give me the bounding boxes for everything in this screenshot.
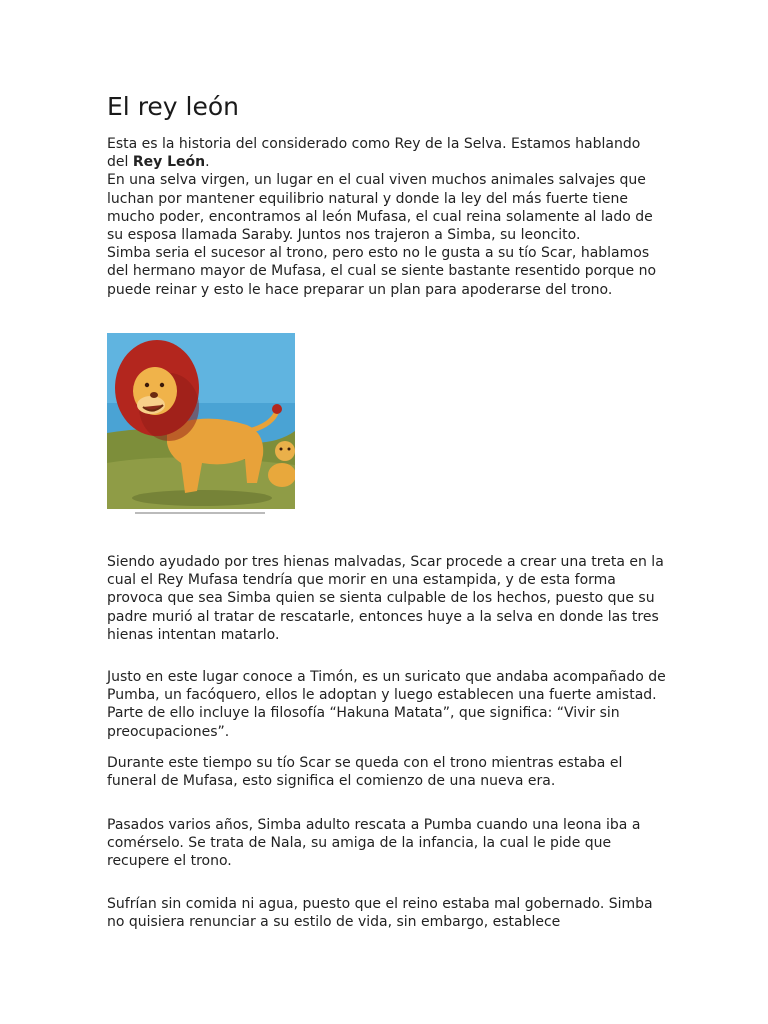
paragraph-6: Pasados varios años, Simba adulto rescata a Pumba cuando una leona iba a comérselo. Se trata de Nala, su amiga de la infancia, la cual le pide que recupere el trono.	[107, 817, 641, 870]
intro-bold-term: Rey León	[132, 154, 206, 171]
paragraph-3-block	[107, 553, 667, 644]
document-title: El rey león	[107, 92, 240, 121]
intro-suffix: .	[205, 154, 210, 171]
lion-king-illustration	[107, 333, 295, 518]
intro-paragraph	[107, 135, 667, 299]
cub-head	[275, 441, 295, 461]
paragraph-4-block	[107, 668, 667, 741]
cub-body	[268, 463, 295, 487]
paragraph-1: En una selva virgen, un lugar en el cual viven muchos animales salvajes que luchan por mantener equilibrio natural y donde la ley del más fuerte tiene mucho poder, encontramos al león Mufasa, el cual reina solamente al lado de su esposa llamada Saraby. Juntos nos trajeron a Simba, su leoncito.	[107, 172, 653, 244]
intro-line: Esta es la historia del considerado como Rey de la Selva. Estamos hablando	[107, 136, 641, 152]
paragraph-7-block	[107, 895, 667, 931]
paragraph-6-block	[107, 816, 667, 871]
paragraph-3: Siendo ayudado por tres hienas malvadas, Scar procede a crear una treta en la cual el Rey Mufasa tendría que morir en una estampida, y de esta forma provoca que sea Simba quien se sienta culpable de los hechos, puesto que su padre murió al tratar de rescatarle, entonces huye a la selva en donde las tres hienas intentan matarlo.	[107, 554, 664, 643]
intro-prefix: del	[107, 154, 133, 171]
lion-illustration-icon	[107, 333, 295, 518]
intro-line-2	[107, 153, 667, 171]
paragraph-5: Durante este tiempo su tío Scar se queda con el trono mientras estaba el funeral de Mufasa, esto significa el comienzo de una nueva era.	[107, 755, 623, 790]
paragraph-2: Simba seria el sucesor al trono, pero esto no le gusta a su tío Scar, hablamos del hermano mayor de Mufasa, el cual se siente bastante resentido porque no puede reinar y esto le hace preparar un plan para apoderarse del trono.	[107, 245, 657, 298]
paragraph-7: Sufrían sin comida ni agua, puesto que el reino estaba mal gobernado. Simba no quisiera renunciar a su estilo de vida, sin embargo, establece	[107, 896, 653, 931]
paragraph-4: Justo en este lugar conoce a Timón, es un suricato que andaba acompañado de Pumba, un facóquero, ellos le adoptan y luego establecen una fuerte amistad. Parte de ello incluye la filosofía “Hakuna Matata”, que significa: “Vivir sin preocupaciones”.	[107, 669, 666, 740]
paragraph-5-block	[107, 754, 667, 790]
